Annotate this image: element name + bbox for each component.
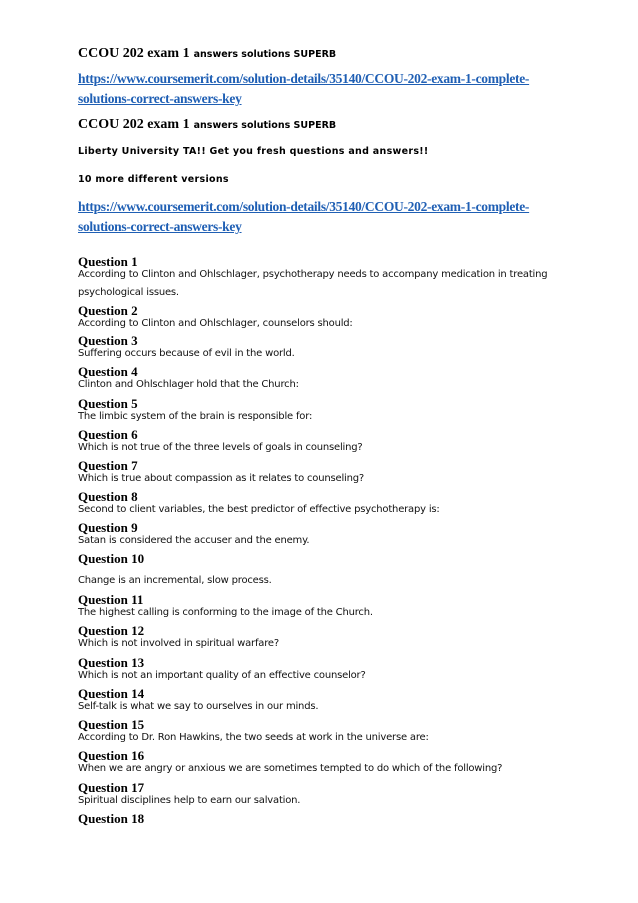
heading-course: CCOU 202 exam 1 (78, 46, 190, 61)
question-title: Question 3 (78, 333, 138, 348)
heading-line-1 (78, 44, 336, 62)
heading-suffix: answers solutions SUPERB (193, 49, 337, 60)
question-text: Clinton and Ohlschlager hold that the Church: (78, 379, 299, 390)
question-text: Change is an incremental, slow process. (78, 575, 272, 586)
course-link-1-line-1[interactable]: https://www.coursemerit.com/solution-details/35140/CCOU-202-exam-1-complete- (78, 71, 530, 86)
question-text: Self-talk is what we say to ourselves in our minds. (78, 701, 319, 712)
question-text: Which is not an important quality of an effective counselor? (78, 670, 366, 681)
heading-suffix-2: answers solutions SUPERB (193, 120, 337, 131)
question-title: Question 5 (78, 396, 138, 411)
question-title: Question 16 (78, 748, 145, 763)
question-title: Question 8 (78, 489, 138, 504)
question-text: Suffering occurs because of evil in the world. (78, 348, 295, 359)
question-title: Question 13 (78, 655, 145, 670)
question-text: The highest calling is conforming to the image of the Church. (78, 607, 373, 618)
course-link-2-line-1[interactable]: https://www.coursemerit.com/solution-details/35140/CCOU-202-exam-1-complete- (78, 199, 530, 214)
question-title: Question 18 (78, 811, 145, 826)
question-text: According to Clinton and Ohlschlager, psychotherapy needs to accompany medication in treating (78, 269, 548, 280)
question-text-continued: psychological issues. (78, 287, 179, 298)
heading-line-2 (78, 115, 336, 133)
course-link-2[interactable] (78, 197, 538, 237)
question-title: Question 9 (78, 520, 138, 535)
question-text: Second to client variables, the best predictor of effective psychotherapy is: (78, 504, 440, 515)
question-title: Question 6 (78, 427, 138, 442)
question-title: Question 7 (78, 458, 138, 473)
question-title: Question 11 (78, 592, 144, 607)
question-title: Question 1 (78, 254, 138, 269)
course-link-2-line-2[interactable]: solutions-correct-answers-key (78, 219, 242, 234)
question-title: Question 10 (78, 551, 145, 566)
question-title: Question 2 (78, 303, 138, 318)
question-text: Which is true about compassion as it relates to counseling? (78, 473, 365, 484)
question-text: According to Dr. Ron Hawkins, the two seeds at work in the universe are: (78, 732, 429, 743)
course-link-1-line-2[interactable]: solutions-correct-answers-key (78, 91, 242, 106)
versions-note: 10 more different versions (78, 174, 229, 185)
question-text: When we are angry or anxious we are sometimes tempted to do which of the following? (78, 763, 503, 774)
question-text: Spiritual disciplines help to earn our salvation. (78, 795, 301, 806)
course-link-1[interactable] (78, 69, 538, 109)
heading-course-2: CCOU 202 exam 1 (78, 117, 190, 132)
question-text: The limbic system of the brain is responsible for: (78, 411, 313, 422)
question-title: Question 14 (78, 686, 145, 701)
question-text: Which is not involved in spiritual warfare? (78, 638, 279, 649)
question-title: Question 15 (78, 717, 145, 732)
question-title: Question 12 (78, 623, 145, 638)
question-title: Question 4 (78, 364, 138, 379)
question-text: According to Clinton and Ohlschlager, counselors should: (78, 318, 353, 329)
question-text: Satan is considered the accuser and the enemy. (78, 535, 310, 546)
tagline: Liberty University TA!! Get you fresh questions and answers!! (78, 146, 429, 157)
question-title: Question 17 (78, 780, 145, 795)
question-text: Which is not true of the three levels of goals in counseling? (78, 442, 363, 453)
